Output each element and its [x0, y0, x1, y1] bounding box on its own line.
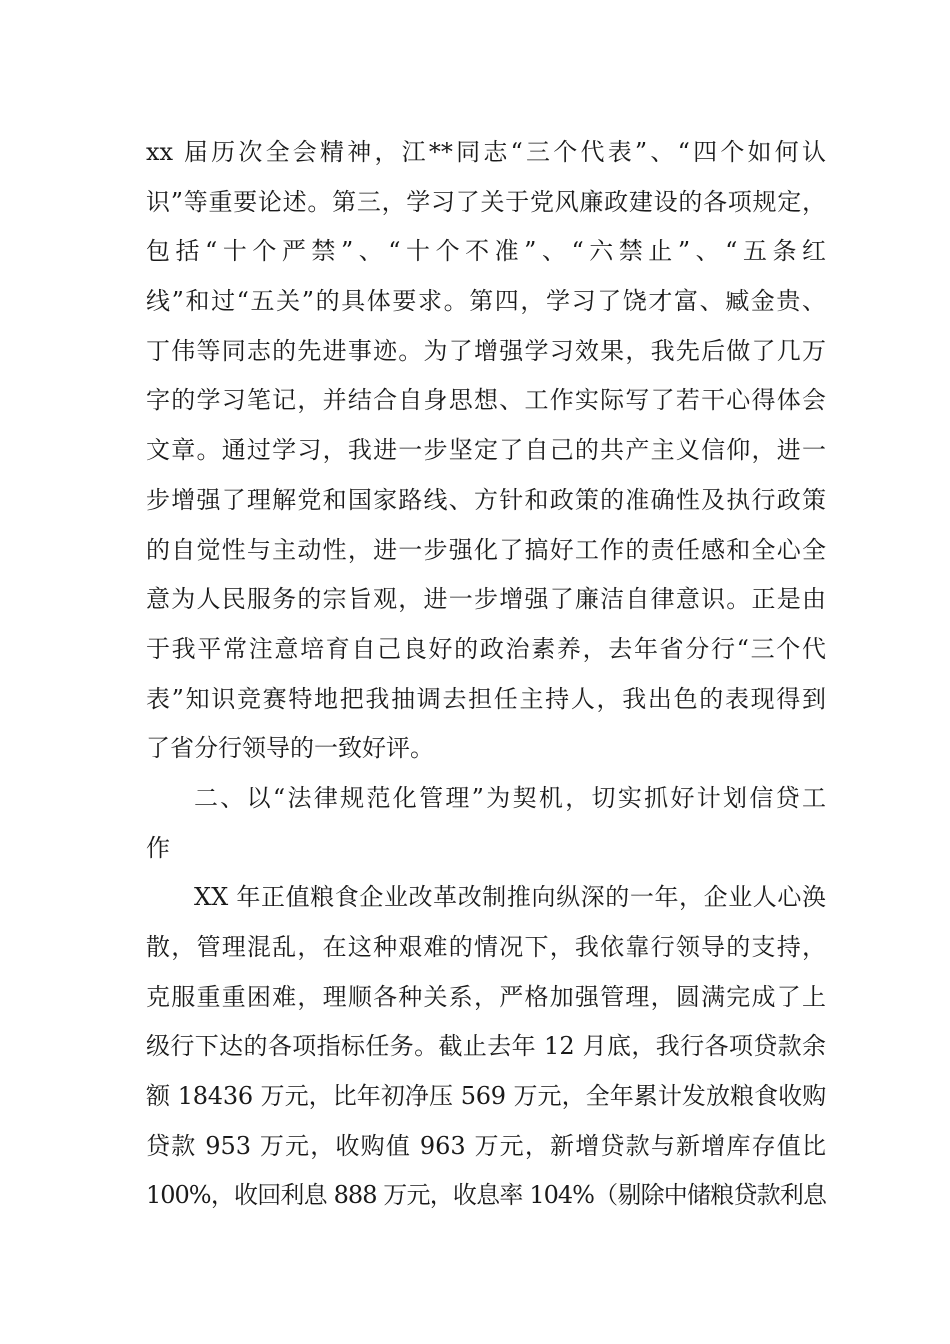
text-line: 识”等重要论述。第三，学习了关于党风廉政建设的各项规定，	[146, 187, 826, 216]
section-heading-line: 作	[146, 833, 170, 862]
text-line: 包括“十个严禁”、“十个不准”、“六禁止”、“五条红	[146, 237, 826, 266]
text-line: 克服重重困难，理顺各种关系，严格加强管理，圆满完成了上	[146, 982, 826, 1011]
text-line: 了省分行领导的一致好评。	[146, 734, 434, 763]
text-line: 线”和过“五关”的具体要求。第四，学习了饶才富、臧金贵、	[146, 287, 826, 316]
text-line: 文章。通过学习，我进一步坚定了自己的共产主义信仰，进一	[146, 436, 826, 465]
text-line: 步增强了理解党和国家路线、方针和政策的准确性及执行政策	[146, 485, 826, 514]
text-line: 表”知识竞赛特地把我抽调去担任主持人，我出色的表现得到	[146, 684, 826, 713]
text-line: xx 届历次全会精神，江**同志“三个代表”、“四个如何认	[146, 138, 826, 166]
text-line: 散，管理混乱，在这种艰难的情况下，我依靠行领导的支持，	[146, 933, 826, 961]
document-body	[146, 128, 826, 1221]
text-line: 丁伟等同志的先进事迹。为了增强学习效果，我先后做了几万	[146, 336, 826, 365]
text-line: XX 年正值粮食企业改革改制推向纵深的一年，企业人心涣	[194, 883, 826, 912]
text-line: 额 18436 万元，比年初净压 569 万元，全年累计发放粮食收购	[146, 1082, 826, 1111]
text-line: 的自觉性与主动性，进一步强化了搞好工作的责任感和全心全	[146, 535, 826, 564]
text-line: 意为人民服务的宗旨观，进一步增强了廉洁自律意识。正是由	[146, 585, 826, 614]
text-line: 贷款 953 万元，收购值 963 万元，新增贷款与新增库存值比	[146, 1131, 826, 1160]
section-heading-line: 二、以“法律规范化管理”为契机，切实抓好计划信贷工	[194, 783, 826, 812]
text-line: 级行下达的各项指标任务。截止去年 12 月底，我行各项贷款余	[146, 1032, 826, 1061]
text-line: 字的学习笔记，并结合自身思想、工作实际写了若干心得体会	[146, 386, 826, 415]
text-line: 于我平常注意培育自己良好的政治素养，去年省分行“三个代	[146, 634, 826, 663]
text-line: 100%，收回利息 888 万元，收息率 104%（剔除中储粮贷款利息	[146, 1181, 826, 1210]
